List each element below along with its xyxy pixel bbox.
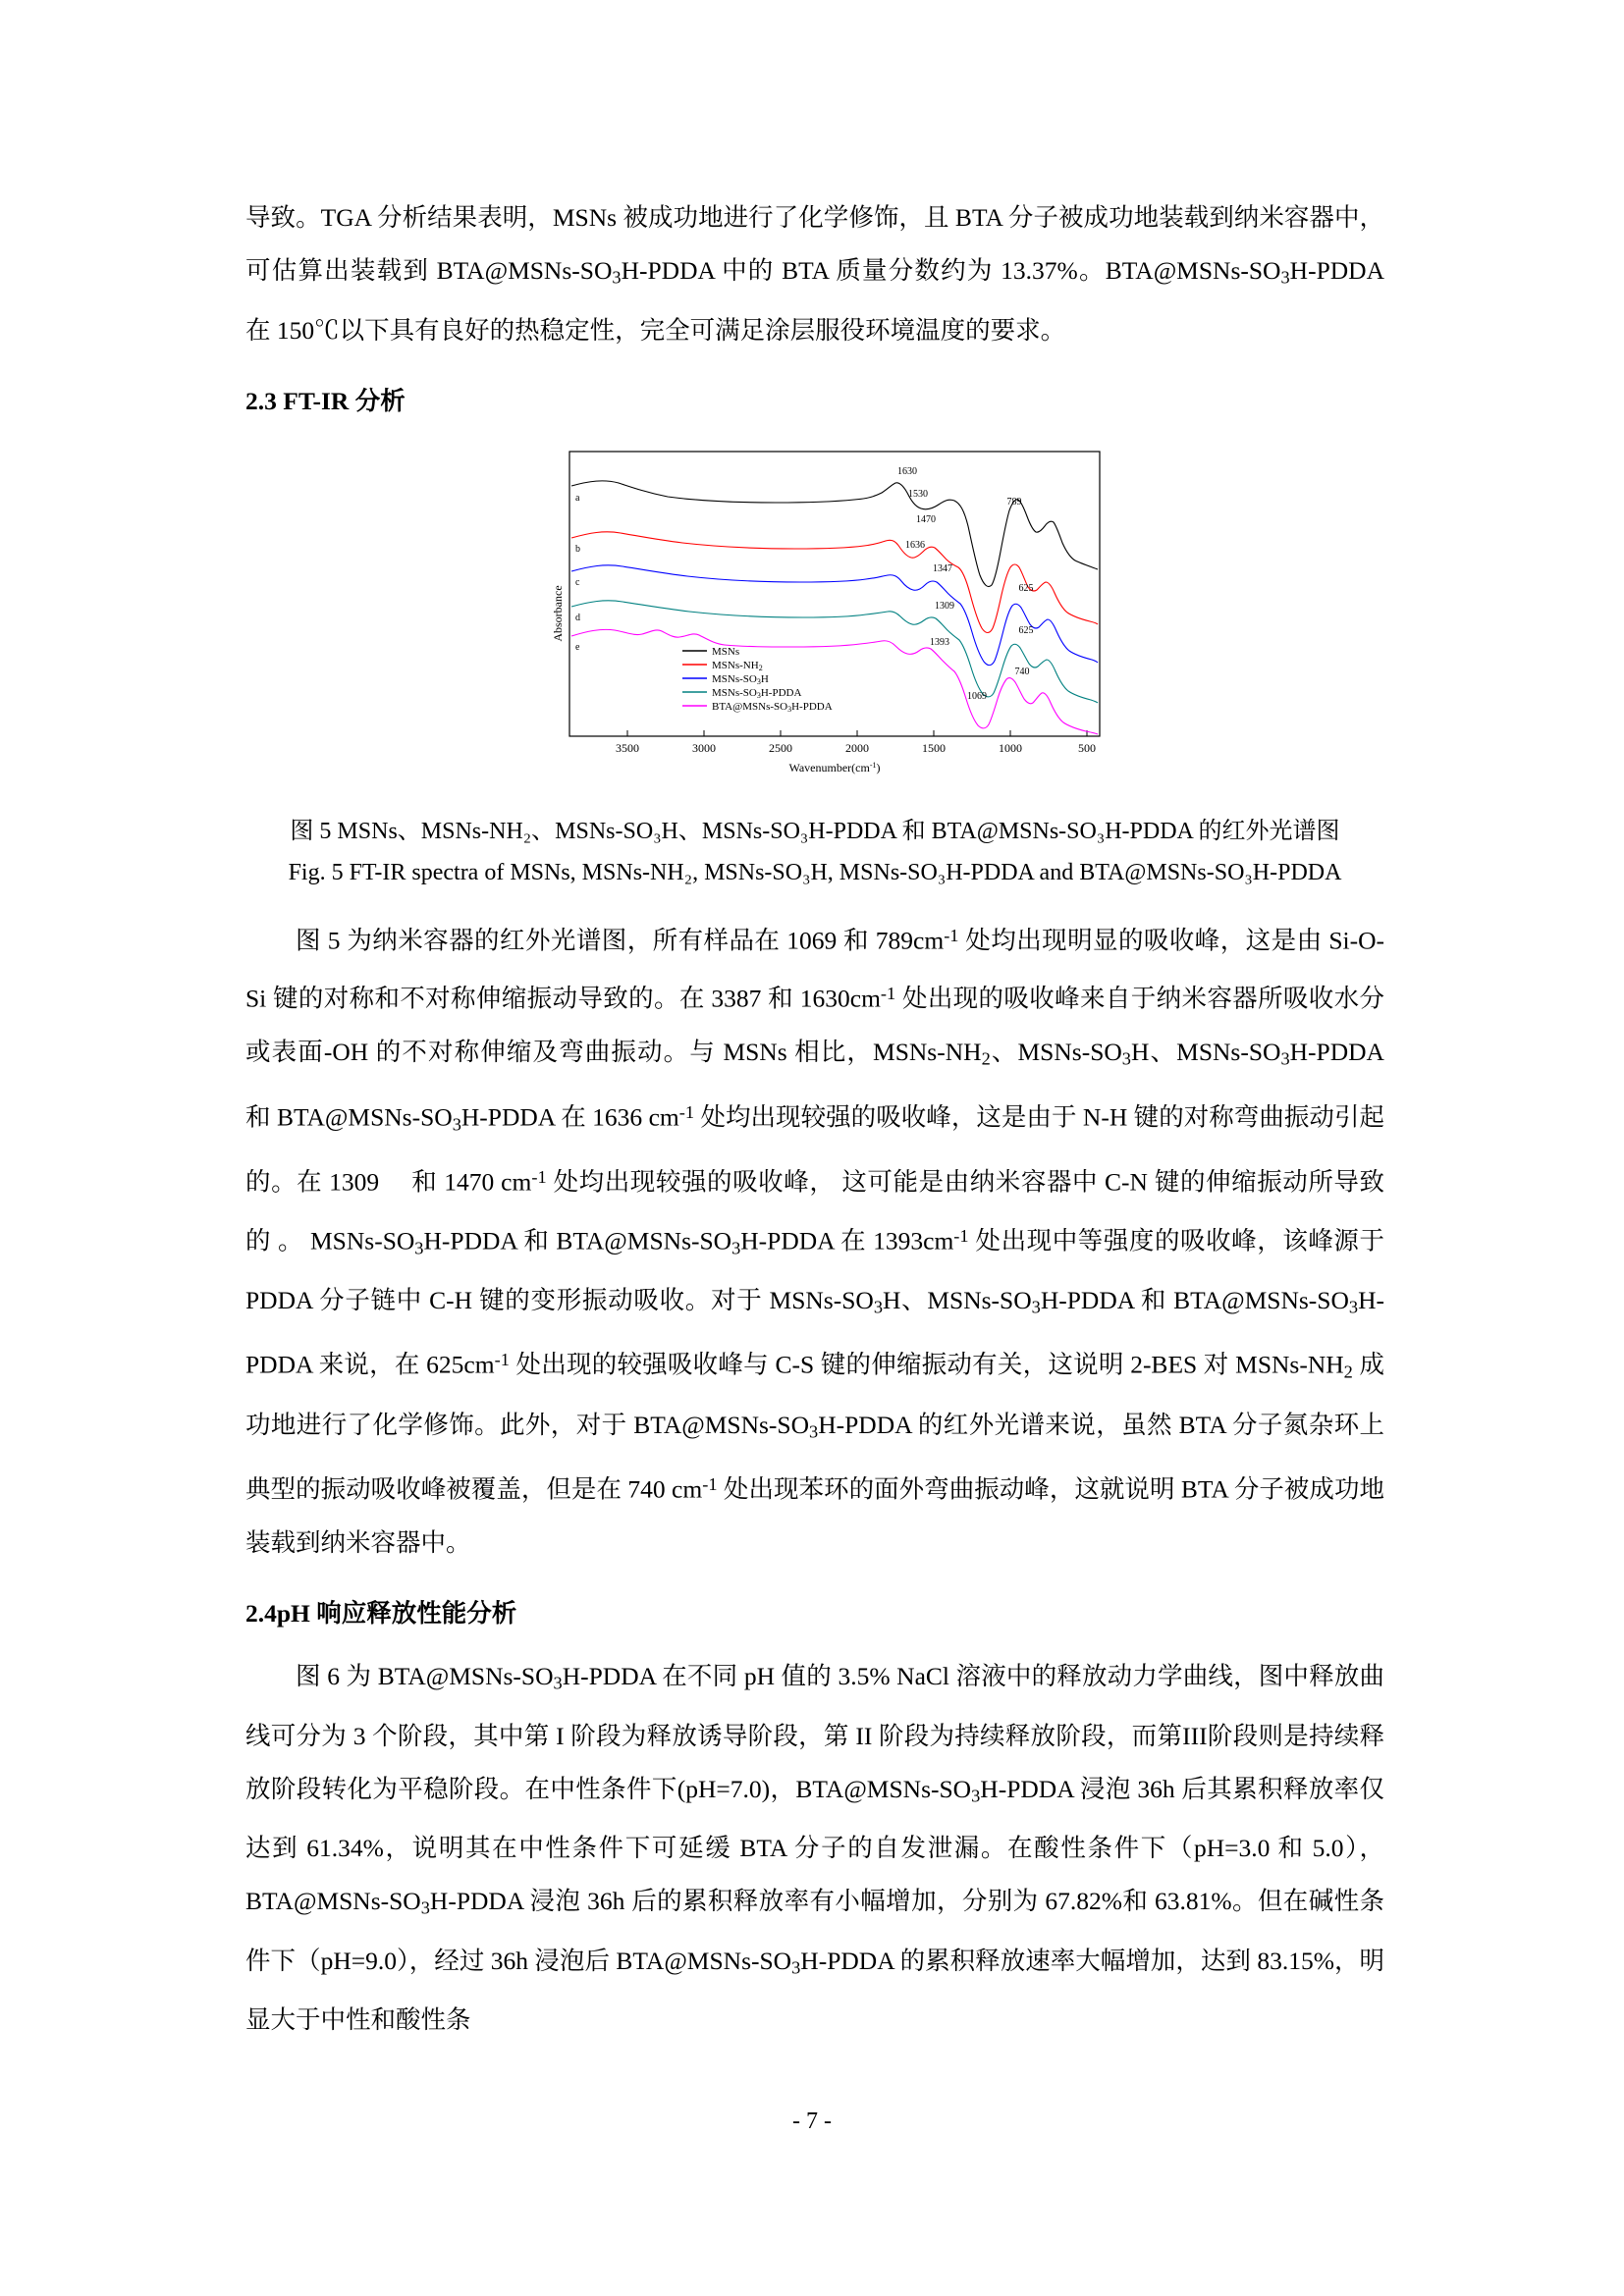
svg-text:MSNs-NH2: MSNs-NH2 xyxy=(712,659,763,672)
svg-text:500: 500 xyxy=(1078,740,1096,755)
svg-text:MSNs-SO3H: MSNs-SO3H xyxy=(712,672,769,686)
annotation-1393: 1393 xyxy=(930,636,949,648)
figure-5 xyxy=(245,442,1384,805)
annotation-1309: 1309 xyxy=(935,600,954,612)
paragraph-intro: 导致。TGA 分析结果表明，MSNs 被成功地进行了化学修饰，且 BTA 分子被成功地装载到纳米容器中，可估算出装载到 $BTA@MSNs-SO_3H$-PDDA 中的 BTA 质量分数约为 13.37%。$BTA@MSNs-SO_3H$-PDDA 在 150℃以下具有良好的热稳定性，完全可满足涂层服役环境温度的要求。 xyxy=(245,203,1384,345)
svg-text:c: c xyxy=(575,576,580,588)
svg-text:d: d xyxy=(575,612,580,623)
annotation-1636: 1636 xyxy=(905,539,925,551)
svg-text:3500: 3500 xyxy=(616,740,639,755)
annotation-1530: 1530 xyxy=(908,488,928,500)
annotation-1347: 1347 xyxy=(933,562,952,574)
svg-text:MSNs: MSNs xyxy=(712,645,740,658)
annotation-789: 789 xyxy=(1006,496,1022,507)
heading-ph: 2.4pH 响应释放性能分析 xyxy=(245,1598,517,1628)
heading-ftir: 2.3 FT-IR 分析 xyxy=(245,386,406,415)
svg-text:MSNs-SO3H-PDDA: MSNs-SO3H-PDDA xyxy=(712,686,802,700)
page-number: - 7 - xyxy=(792,2109,832,2134)
svg-text:a: a xyxy=(575,492,580,504)
annotation-1069: 1069 xyxy=(967,690,987,702)
annotation-1630: 1630 xyxy=(897,465,917,477)
svg-text:1000: 1000 xyxy=(999,740,1022,755)
svg-text:b: b xyxy=(575,543,580,555)
annotation-625-c: 625 xyxy=(1018,582,1034,594)
paragraph-ph-body: 图 6 为 $BTA@MSNs-SO_3H$-PDDA 在不同 pH 值的 3.5% NaCl 溶液中的释放动力学曲线，图中释放曲线可分为 3 个阶段，其中第 I 阶段为释放诱导阶段，第 II 阶段为持续释放阶段，而第III阶段则是持续释放阶段转化为平稳阶段。在中性条件下(pH=7.0)，$BTA@MSNs-SO_3H$-PDDA 浸泡 36h 后其累积释放率仅达到 61.34%，说明其在中性条件下可延缓 BTA 分子的自发泄漏。在酸性条件下（pH=3.0 和 5.0），$BTA@MSNs-SO_3H$-PDDA 浸泡 36h 后的累积释放率有小幅增加，分别为 67.82%和 63.81%。但在碱性条件下（pH=9.0），经过 36h 浸泡后 $BTA@MSNs-SO_3H$-PDDA 的累积释放速率大幅增加，达到 83.15%，明显大于中性和酸性条 xyxy=(245,1661,1384,2035)
chart-svg xyxy=(511,442,1119,805)
svg-text:1500: 1500 xyxy=(922,740,946,755)
paragraph-ftir-body: 图 5 为纳米容器的红外光谱图，所有样品在 1069 和 $789cm^{-1}$ 处均出现明显的吸收峰，这是由 Si-O-Si 键的对称和不对称伸缩振动导致的。在 3387 和 $1630cm^{-1}$ 处出现的吸收峰来自于纳米容器所吸收水分或表面-OH 的不对称伸缩及弯曲振动。与 MSNs 相比，MSNs-$NH_2$、MSNs-$SO_3H$、MSNs-$SO_3H$-PDDA 和 $BTA@MSNs-SO_3H$-PDDA 在 1636 $cm^{-1}$ 处均出现较强的吸收峰，这是由于 N-H 键的对称弯曲振动引起的。在 1309 和 1470 $cm^{-1}$ 处均出现较强的吸收峰， 这可能是由纳米容器中 C-N 键的伸缩振动所导致的 。 MSNs-$SO_3H$-PDDA 和 $BTA@MSNs-SO_3H$-PDDA 在 $1393cm^{-1}$ 处出现中等强度的吸收峰，该峰源于 PDDA 分子链中 C-H 键的变形振动吸收。对于 MSNs-$SO_3H$、MSNs-$SO_3H$-PDDA 和 $BTA@MSNs-SO_3H$-PDDA 来说，在 $625cm^{-1}$ 处出现的较强吸收峰与 C-S 键的伸缩振动有关，这说明 2-BES 对 MSNs-$NH_2$ 成功地进行了化学修饰。此外，对于 $BTA@MSNs-SO_3H$-PDDA 的红外光谱来说，虽然 BTA 分子氮杂环上典型的振动吸收峰被覆盖，但是在 740 $cm^{-1}$ 处出现苯环的面外弯曲振动峰，这就说明 BTA 分子被成功地装载到纳米容器中。 xyxy=(245,925,1385,1557)
figure-caption-en: Fig. 5 FT-IR spectra of MSNs, MSNs-NH₂, MSNs-SO₃H, MSNs-SO₃H-PDDA and BTA@MSNs-SO₃H-PDDA xyxy=(288,859,1342,885)
svg-text:2500: 2500 xyxy=(769,740,792,755)
annotation-1470: 1470 xyxy=(916,513,936,525)
svg-text:e: e xyxy=(575,641,580,653)
figure-caption-cn: 图 5 MSNs、MSNs-NH₂、MSNs-SO₃H、MSNs-SO₃H-PDDA 和 BTA@MSNs-SO₃H-PDDA 的红外光谱图 xyxy=(290,818,1340,844)
svg-text:Absorbance: Absorbance xyxy=(551,584,565,642)
annotation-740: 740 xyxy=(1014,666,1030,677)
svg-text:2000: 2000 xyxy=(845,740,869,755)
page-content xyxy=(245,191,1384,2047)
ftir-spectra-chart xyxy=(511,442,1119,805)
svg-text:3000: 3000 xyxy=(692,740,716,755)
svg-text:Wavenumber(cm-1): $Wavenumber(cm^{-1})$ xyxy=(788,760,881,774)
svg-text:BTA@MSNs-SO3H-PDDA: BTA@MSNs-SO3H-PDDA xyxy=(712,700,833,714)
annotation-625-d: 625 xyxy=(1018,624,1034,636)
